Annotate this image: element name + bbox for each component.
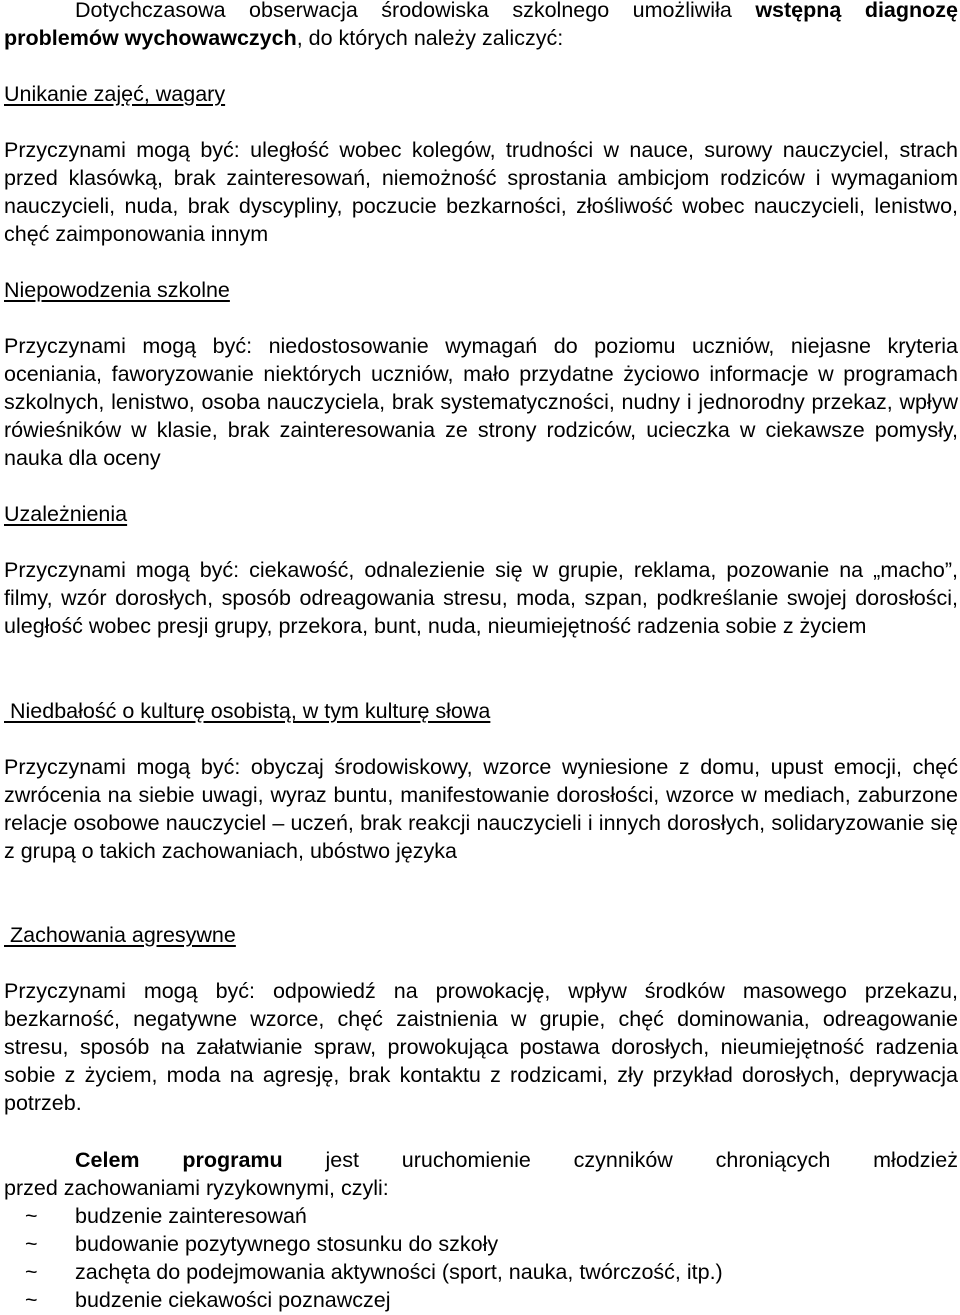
list-item-text: budzenie zainteresowań xyxy=(75,1204,307,1228)
section-heading: Niepowodzenia szkolne xyxy=(4,278,230,302)
goals-list xyxy=(4,1202,958,1314)
section-heading: Niedbałość o kulturę osobistą, w tym kulturę słowa xyxy=(4,699,491,723)
list-item xyxy=(4,1230,958,1258)
list-item xyxy=(4,1202,958,1230)
section-paragraph: Przyczynami mogą być: niedostosowanie wymagań do poziomu uczniów, niejasne kryteria oceniania, faworyzowanie niektórych uczniów, mało przydatne życiowo informacje w programach szkolnych, lenistwo, osoba nauczyciela, brak systematyczności, nudny i jednorodny przekaz, wpływ rówieśników w klasie, brak zainteresowania ze strony rodziców, ucieczka w ciekawsze pomysły, nauka dla oceny xyxy=(4,334,958,470)
tilde-bullet: ~ xyxy=(25,1232,38,1256)
list-item-text: zachęta do podejmowania aktywności (sport, nauka, twórczość, itp.) xyxy=(75,1260,723,1284)
intro-text-part1: Dotychczasowa obserwacja środowiska szkolnego umożliwiła xyxy=(75,0,756,22)
list-item-text: budzenie ciekawości poznawczej xyxy=(75,1288,391,1312)
goal-bold-text: Celem programu xyxy=(75,1148,283,1172)
section-heading: Unikanie zajęć, wagary xyxy=(4,82,226,106)
section-paragraph: Przyczynami mogą być: obyczaj środowiskowy, wzorce wyniesione z domu, upust emocji, chęć zwrócenia na siebie uwagi, wyraz buntu, manifestowanie dorosłości, wzorce w mediach, zaburzone relacje osobowe nauczyciel – uczeń, brak reakcji nauczycieli i innych dorosłych, solidaryzowanie się z grupą o takich zachowaniach, ubóstwo języka xyxy=(4,755,958,863)
section-heading: Zachowania agresywne xyxy=(4,923,236,947)
list-item-text: budowanie pozytywnego stosunku do szkoły xyxy=(75,1232,499,1256)
goal-line-2: przed zachowaniami ryzykownymi, czyli: xyxy=(4,1176,389,1200)
list-item xyxy=(4,1286,958,1314)
section-heading: Uzależnienia xyxy=(4,502,128,526)
intro-text-part2: , do których należy zaliczyć: xyxy=(296,26,564,50)
list-item xyxy=(4,1258,958,1286)
goal-line-1-text: jest uruchomienie czynników chroniących młodzież xyxy=(282,1148,958,1172)
section-paragraph: Przyczynami mogą być: odpowiedź na prowokację, wpływ środków masowego przekazu, bezkarność, negatywne wzorce, chęć zaistnienia w grupie, chęć dominowania, odreagowanie stresu, sposób na załatwianie spraw, prowokująca postawa dorosłych, nieumiejętność radzenia sobie z życiem, moda na agresję, brak kontaktu z rodzicami, zły przykład dorosłych, deprywacja potrzeb. xyxy=(4,979,958,1115)
section-paragraph: Przyczynami mogą być: ciekawość, odnalezienie się w grupie, reklama, pozowanie na „macho”, filmy, wzór dorosłych, sposób odreagowania stresu, moda, szpan, podkreślanie swojej dorosłości, uległość wobec presji grupy, przekora, bunt, nuda, nieumiejętność radzenia sobie z życiem xyxy=(4,558,958,638)
section-paragraph: Przyczynami mogą być: uległość wobec kolegów, trudności w nauce, surowy nauczyciel, strach przed klasówką, brak zainteresowań, niemożność sprostania ambicjom rodziców i wymaganiom nauczycieli, nuda, brak dyscypliny, poczucie bezkarności, złośliwość wobec nauczycieli, lenistwo, chęć zaimponowania innym xyxy=(4,138,958,246)
goal-line-1 xyxy=(4,1146,958,1174)
intro-paragraph xyxy=(4,0,958,52)
intro-bold-text: wstępną diagnozę problemów wychowawczych xyxy=(4,0,958,50)
tilde-bullet: ~ xyxy=(25,1260,38,1284)
tilde-bullet: ~ xyxy=(25,1288,38,1312)
tilde-bullet: ~ xyxy=(25,1204,38,1228)
